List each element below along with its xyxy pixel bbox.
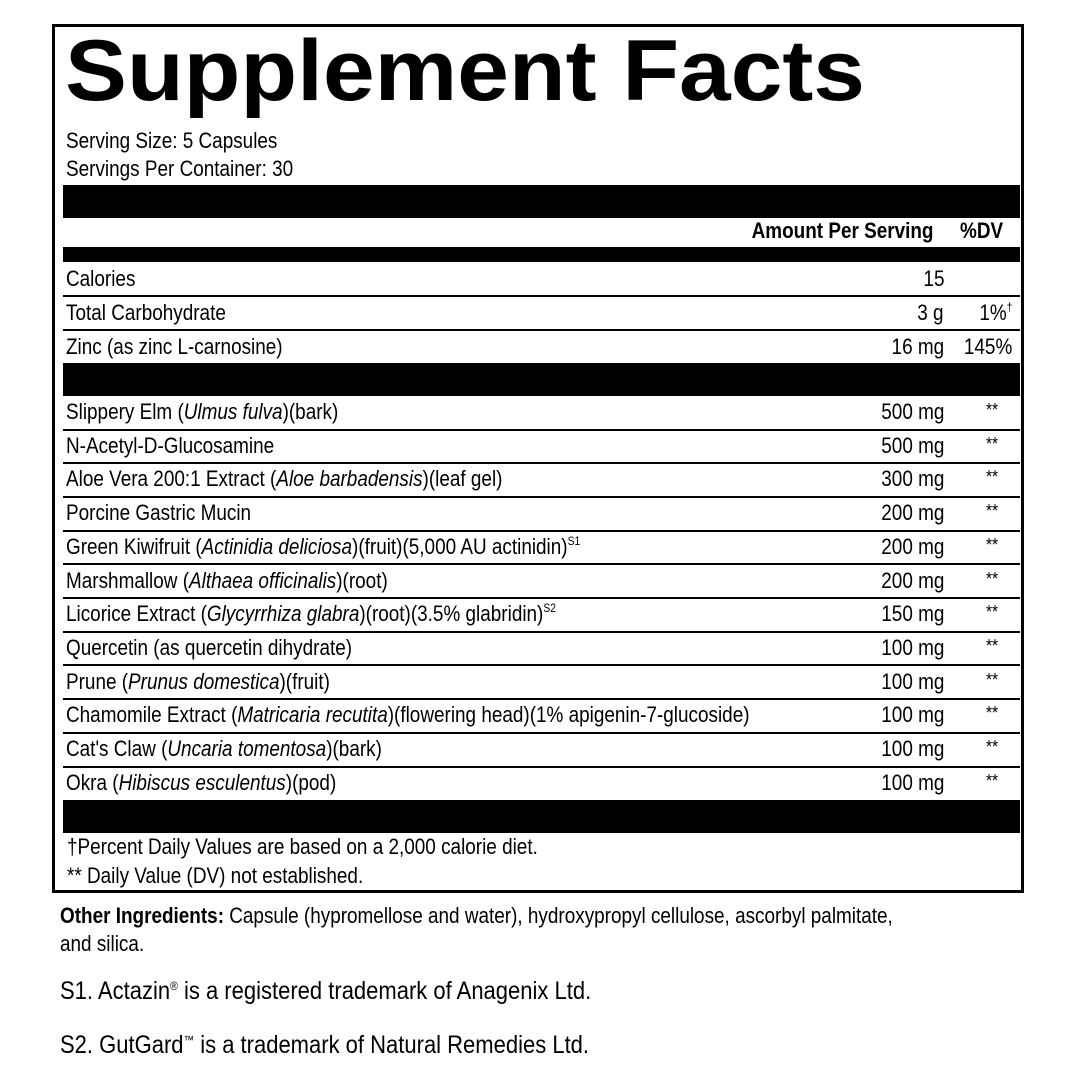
ingredient-row [63,699,1020,732]
ingredient-dv: ** [985,501,998,522]
ingredient-part: )(pod) [285,769,337,795]
ingredient-latin-name: Matricaria recutita [237,702,388,728]
ingredient-name-text: Okra ( [66,769,119,795]
trademark-s1-mark: ® [170,979,178,993]
ingredient-dv: ** [985,635,998,656]
ingredient-amount: 100 mg [880,668,944,694]
ingredient-dv: ** [985,737,998,757]
nutrient-row [63,263,1020,296]
thick-divider [63,363,1020,396]
ingredient-dv: ** [985,703,998,724]
header-amount-per-serving: Amount Per Serving [751,218,933,243]
ingredient-footnote-ref: S1 [567,533,581,548]
ingredient-name-text: Green Kiwifruit ( [66,533,202,559]
other-ingredients-label: Other Ingredients: [60,903,224,928]
nutrient-name: Total Carbohydrate [66,300,226,325]
ingredient-name-text: Licorice Extract ( [66,601,207,627]
nutrient-amount: 3 g [917,300,944,325]
trademark-note-s2 [60,1030,589,1060]
ingredient-part: )(flowering head)(1% apigenin-7-glucoside) [387,702,750,728]
ingredient-dv: ** [985,534,998,555]
ingredient-name [66,533,580,561]
ingredient-part: )(root) [336,567,388,593]
ingredient-name-text: Marshmallow ( [66,567,190,593]
ingredient-row [63,531,1020,564]
ingredient-name [66,735,382,763]
ingredient-amount: 100 mg [880,702,944,728]
trademark-s1-text: S1. Actazin [60,977,171,1005]
thick-divider [63,185,1020,218]
ingredient-name [66,668,330,696]
ingredient-name [66,769,336,797]
nutrient-dv-value: 145% [963,334,1012,359]
ingredient-name-text: Prune ( [66,668,129,694]
ingredient-name [66,600,556,628]
other-ingredients [60,902,920,958]
ingredient-row [63,497,1020,530]
ingredient-name-text: Porcine Gastric Mucin [66,500,252,526]
ingredient-row [63,733,1020,766]
ingredient-amount: 500 mg [880,432,944,458]
ingredient-dv: ** [985,602,998,623]
ingredient-row [63,632,1020,665]
ingredient-row [63,430,1020,463]
trademark-s1-rest: is a registered trademark of Anagenix Ltd. [177,977,592,1005]
ingredient-part: )(fruit)(5,000 AU actinidin) [352,533,568,559]
ingredient-row [63,463,1020,496]
ingredient-name [66,701,750,729]
nutrient-dv-value: 1% [978,300,1007,325]
trademark-s2-mark: ™ [183,1033,195,1047]
ingredient-row [63,396,1020,429]
ingredient-name-text: Slippery Elm ( [66,399,184,424]
ingredient-latin-name: Althaea officinalis [189,567,337,593]
ingredient-dv: ** [985,568,998,589]
ingredient-dv: ** [985,467,998,488]
nutrient-dv [979,299,1012,327]
ingredient-amount: 300 mg [880,466,944,492]
ingredient-amount: 100 mg [880,736,944,761]
ingredient-latin-name: Hibiscus esculentus [118,769,286,795]
footnote-dv-not-established: ** Daily Value (DV) not established. [67,863,364,888]
ingredient-row [63,666,1020,699]
ingredient-latin-name: Uncaria tomentosa [167,736,327,761]
ingredient-name-text: Quercetin (as quercetin dihydrate) [66,634,353,660]
ingredient-dv: ** [985,669,998,690]
ingredient-amount: 200 mg [880,567,944,593]
ingredient-name-text: Aloe Vera 200:1 Extract ( [66,466,277,492]
ingredient-part: )(leaf gel) [422,466,503,492]
ingredient-row [63,767,1020,800]
trademark-note-s1 [60,976,591,1006]
footnote-dv-basis: †Percent Daily Values are based on a 2,000 calorie diet. [67,834,538,859]
ingredient-name [66,499,251,527]
nutrient-row [63,297,1020,330]
ingredient-latin-name: Actinidia deliciosa [201,533,353,559]
ingredient-name-text: N-Acetyl-D-Glucosamine [66,432,275,458]
nutrient-row [63,331,1020,364]
ingredient-part: )(root)(3.5% glabridin) [359,601,544,627]
ingredient-name-text: Chamomile Extract ( [66,702,238,728]
serving-size: Serving Size: 5 Capsules [66,128,278,153]
trademark-s2-text: S2. GutGard [60,1031,184,1059]
ingredient-amount: 500 mg [880,399,944,424]
ingredient-name [66,634,352,662]
ingredient-latin-name: Aloe barbadensis [276,466,423,492]
ingredient-amount: 100 mg [880,634,944,660]
ingredient-latin-name: Ulmus fulva [183,399,283,424]
supplement-facts-panel [52,24,1024,893]
ingredient-part: )(bark) [282,399,339,424]
other-ingredients-text: Capsule (hypromellose and water), hydroxypropyl cellulose, ascorbyl palmitate, and silica. [60,903,893,956]
nutrient-amount: 16 mg [891,334,944,359]
ingredient-amount: 200 mg [880,500,944,526]
trademark-s2-rest: is a trademark of Natural Remedies Ltd. [194,1031,590,1059]
nutrient-name: Zinc (as zinc L-carnosine) [66,334,283,359]
ingredient-name [66,465,502,493]
servings-per-container: Servings Per Container: 30 [66,156,294,181]
ingredient-dv: ** [985,770,998,791]
nutrient-amount: 15 [922,266,944,291]
dagger-mark: † [1006,300,1012,314]
panel-title: Supplement Facts [65,23,865,119]
ingredient-dv: ** [985,400,998,420]
ingredient-amount: 100 mg [880,769,944,795]
ingredient-dv: ** [985,433,998,454]
ingredient-amount: 200 mg [880,533,944,559]
ingredient-name [66,398,338,426]
nutrient-name: Calories [66,266,136,291]
ingredient-latin-name: Glycyrrhiza glabra [206,601,360,627]
ingredient-latin-name: Prunus domestica [128,668,280,694]
thick-divider [63,800,1020,833]
ingredient-row [63,598,1020,631]
header-dv: %DV [959,218,1003,243]
ingredient-name [66,432,274,460]
ingredient-name-text: Cat's Claw ( [66,736,168,761]
ingredient-part: )(fruit) [279,668,330,694]
ingredient-row [63,565,1020,598]
ingredient-amount: 150 mg [880,601,944,627]
thick-divider [63,247,1020,262]
ingredient-name [66,567,388,595]
nutrient-dv [964,333,1012,361]
ingredient-part: )(bark) [326,736,382,761]
ingredient-footnote-ref: S2 [543,601,556,616]
